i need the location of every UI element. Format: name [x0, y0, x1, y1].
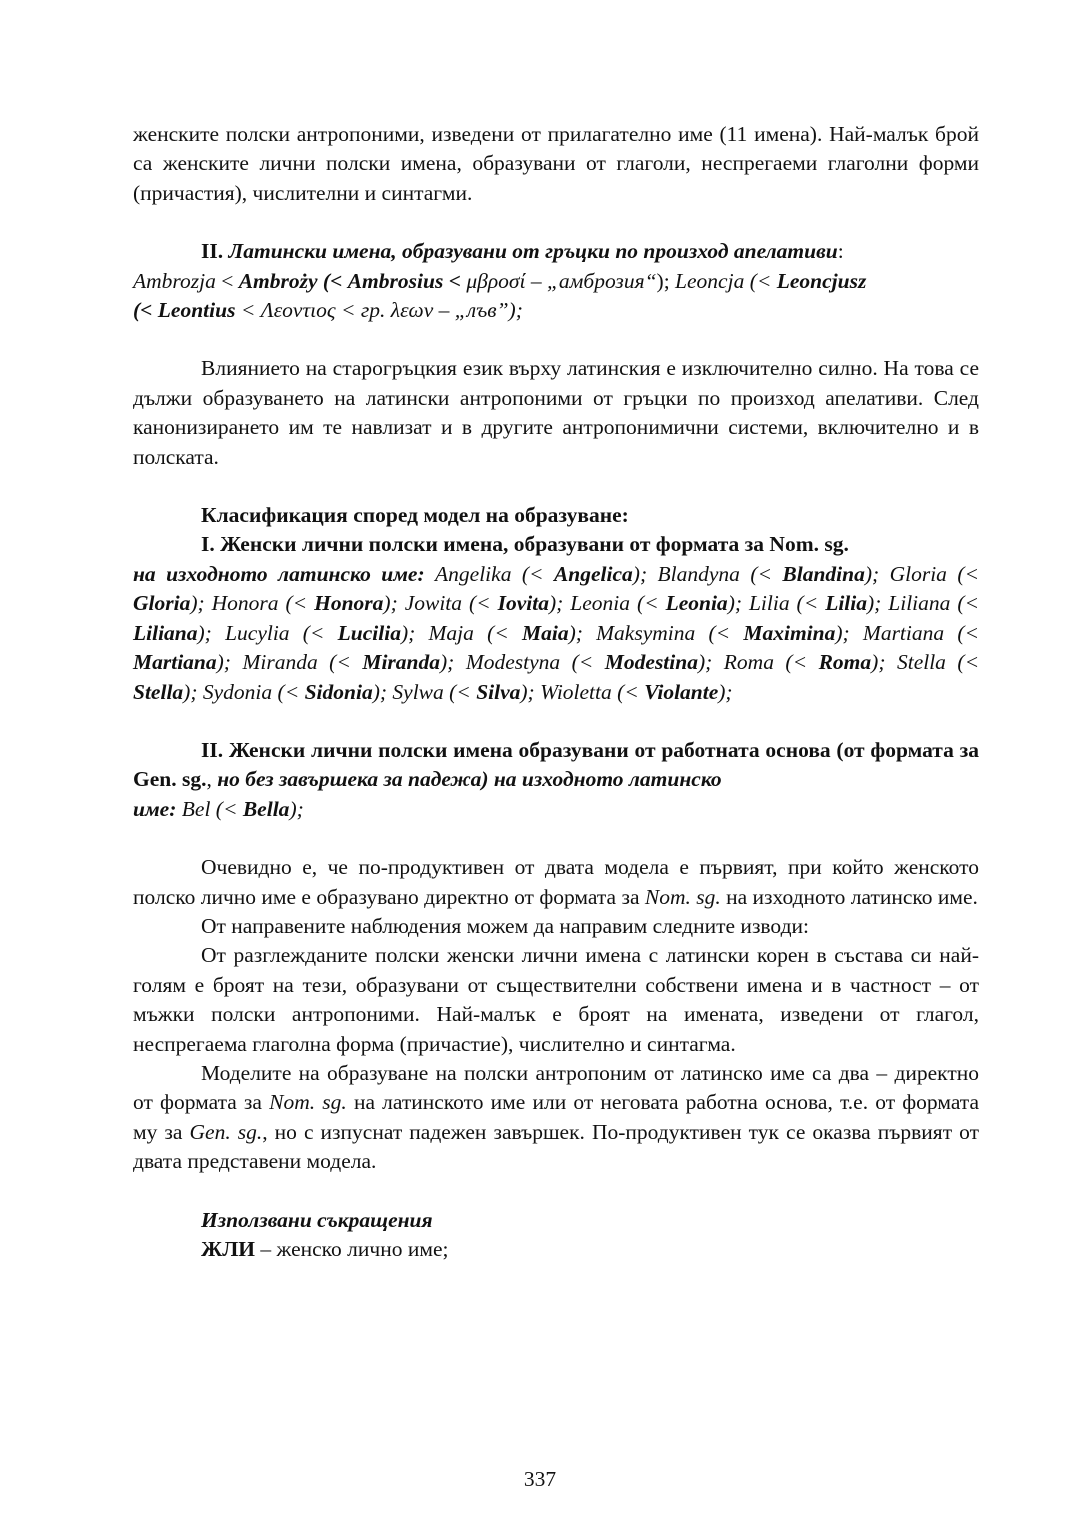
- name-pair: Sydonia (< Sidonia);: [202, 679, 388, 704]
- polish-name: Liliana: [888, 591, 951, 616]
- latin-name: Miranda: [362, 650, 440, 675]
- abbreviations-title: Използвани съкращения: [201, 1207, 433, 1232]
- paragraph-intro: женските полски антропоними, изведени от прилагателно име (11 имена). Най-малък брой са женските лични полски имена, образувани от глаголи, неспрегаеми глаголни форми (причастия), числителни и синтагми.: [133, 122, 979, 205]
- polish-name: Maksymina: [596, 620, 696, 645]
- example-polish: Ambrozja: [133, 268, 216, 293]
- name-pair: Lilia (< Lilia);: [748, 591, 882, 616]
- example-latin: Ambrożу (< Ambrosius <: [238, 268, 467, 293]
- section-number: II.: [201, 239, 224, 264]
- polish-name: Roma: [723, 650, 774, 675]
- name-pair: Maja (< Maia);: [428, 620, 583, 645]
- latin-name: Roma: [818, 650, 872, 675]
- name-pair: Leonia (< Leonia);: [570, 591, 743, 616]
- latin-name: Leonia: [665, 591, 728, 616]
- latin-name: Sidonia: [304, 679, 373, 704]
- name-pair: Angelika (< Angelica);: [435, 561, 648, 586]
- classification-title: Класификация според модел на образуване:: [201, 503, 629, 528]
- polish-name: Leonia: [570, 591, 630, 616]
- classification-model-i: I. Женски лични полски имена, образувани от формата за Nom. sg. на изходното латинско име: Angelika (< Angelica); Blandyna (< Blandina); Gloria (< Gloria); Honora (< Honora); Jowita (< Iovita); Leonia (< Leonia); Lilia (< Lilia); Liliana (< Liliana); Lucylia (< Lucilia); Maja (< Maia); Maksymina (< Maximina); Martiana (< Martiana); Miranda (< Miranda); Modestyna (< Modestina); Roma (< Roma); Stella (< Stella); Sydonia (< Sidonia); Sylwa (< Silva); Wioletta (< Violante);: [133, 532, 980, 704]
- polish-name: Maja: [428, 620, 474, 645]
- name-pair: Blandyna (< Blandina);: [657, 561, 880, 586]
- name-pair: Liliana (< Liliana);: [133, 591, 980, 645]
- latin-name: Modestina: [604, 650, 698, 675]
- name-pair: Jowita (< Iovita);: [404, 591, 564, 616]
- latin-name: Honora: [314, 591, 384, 616]
- polish-name: Miranda: [242, 650, 318, 675]
- polish-name: Sydonia: [202, 679, 273, 704]
- polish-name: Lucylia: [225, 620, 290, 645]
- latin-name: Stella: [133, 679, 184, 704]
- name-pair: Maksymina (< Maximina);: [596, 620, 850, 645]
- latin-name: Angelica: [553, 561, 633, 586]
- name-pair: Miranda (< Miranda);: [242, 650, 455, 675]
- page-body: [133, 120, 979, 1264]
- name-pair: Wioletta (< Violante);: [540, 679, 733, 704]
- polish-name: Lilia: [748, 591, 790, 616]
- name-pair: Gloria (< Gloria);: [133, 561, 980, 616]
- latin-name: Gloria: [133, 591, 191, 616]
- name-pair: Modestyna (< Modestina);: [465, 650, 713, 675]
- paragraph-conclusion-d: Моделите на образуване на полски антропоним от латинско име са два – директно от формата за Nom. sg. на латинското име или от неговата работна основа, т.е. от формата му за Gen. sg., но с изпуснат падежен завършек. По-продуктивен тук се оказва първият от двата представени модела.: [133, 1060, 979, 1174]
- latin-name: Martiana: [133, 650, 217, 675]
- polish-name: Wioletta: [540, 679, 612, 704]
- polish-name: Honora: [211, 591, 279, 616]
- latin-name: Iovita: [497, 591, 549, 616]
- name-pair: Stella (< Stella);: [133, 650, 980, 704]
- paragraph-conclusion-a: Очевидно е, че по-продуктивен от двата модела е първият, при който женското полско лично име е образувано директно от формата за Nom. sg. на изходното латинско име.: [133, 855, 979, 909]
- polish-name: Stella: [896, 650, 946, 675]
- name-pair: Honora (< Honora);: [211, 591, 398, 616]
- name-pair: Roma (< Roma);: [723, 650, 886, 675]
- section-ii-latin-greek: II. Латински имена, образувани от гръцки по произход апелативи: Ambrozja < Ambrożу (< Ambrosius < μβροσί – „амброзия“); Leoncja (< Leoncjusz (< Leontius < Λεοντιος < гр. λεων – „лъв”);: [133, 239, 867, 323]
- paragraph-conclusion-c: От разглежданите полски женски лични имена с латински корен в състава си най-голям е броят на тези, образувани от съществителни собствени имена и в частност – от мъжки полски антропоними. Най-малък е броят на имената, изведени от глагол, неспрегаема глаголна форма (причастие), числително и синтагма.: [133, 943, 979, 1056]
- polish-name: Jowita: [404, 591, 463, 616]
- latin-name: Violante: [644, 679, 719, 704]
- name-pair: Martiana (< Martiana);: [133, 620, 980, 675]
- polish-name: Modestyna: [465, 650, 561, 675]
- name-pair: Lucylia (< Lucilia);: [225, 620, 416, 645]
- abbreviation-entry: ЖЛИ – женско лично име;: [201, 1237, 449, 1261]
- latin-name: Blandina: [782, 561, 865, 586]
- polish-name: Blandyna: [657, 561, 740, 586]
- example-greek: μβροσί – „амброзия“: [466, 268, 657, 293]
- latin-name: Liliana: [133, 620, 198, 645]
- polish-name: Gloria: [889, 561, 947, 586]
- paragraph-conclusion-b: От направените наблюдения можем да направим следните изводи:: [201, 913, 809, 938]
- polish-name: Angelika: [435, 561, 512, 586]
- latin-name: Silva: [476, 679, 521, 704]
- name-pair: Sylwa (< Silva);: [392, 679, 535, 704]
- page-number: 337: [523, 1467, 557, 1491]
- section-heading: Латински имена, образувани от гръцки по произход апелативи: [228, 239, 838, 264]
- latin-name: Lucilia: [337, 620, 401, 645]
- polish-name: Martiana: [862, 620, 945, 645]
- latin-name: Maximina: [743, 620, 836, 645]
- classification-model-ii: II. Женски лични полски имена образувани от работната основа (от формата за Gen. sg., но без завършека за падежа) на изходното латинско име: Bel (< Bella);: [133, 737, 979, 821]
- latin-name: Maia: [522, 620, 569, 645]
- latin-name: Lilia: [825, 591, 867, 616]
- polish-name: Sylwa: [392, 679, 444, 704]
- paragraph-greek-influence: Влиянието на старогръцкия език върху латинския е изключително силно. На това се дължи образуването на латински антропоними от гръцки по произход апелативи. След канонизирането им те навлизат и в другите антропонимични системи, включително и в полската.: [133, 356, 979, 469]
